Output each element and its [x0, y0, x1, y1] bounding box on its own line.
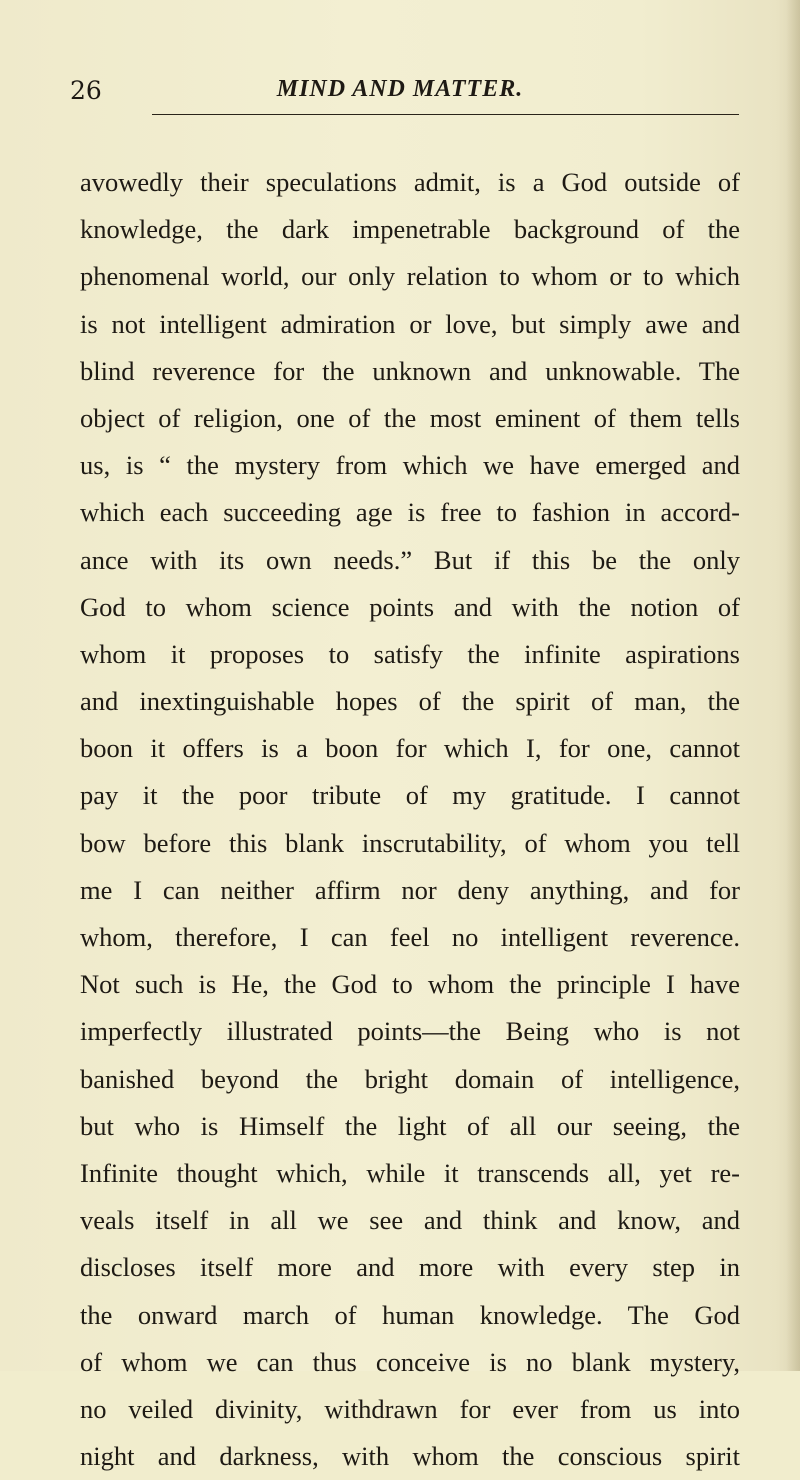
text-line: which each succeeding age is free to fashion in accord- — [80, 497, 740, 528]
text-line: imperfectly illustrated points—the Being who is not — [80, 1016, 740, 1047]
running-title: MIND AND MATTER. — [276, 76, 524, 102]
text-line: us, is “ the mystery from which we have emerged and — [80, 450, 740, 481]
text-line: God to whom science points and with the notion of — [80, 591, 740, 622]
text-line: ance with its own needs.” But if this be the only — [80, 544, 740, 575]
text-line: the onward march of human knowledge. The God — [80, 1299, 740, 1330]
header-rule — [152, 114, 739, 115]
text-line: bow before this blank inscrutability, of whom you tell — [80, 827, 740, 858]
page-number: 26 — [70, 76, 102, 105]
text-line: object of religion, one of the most eminent of them tells — [80, 402, 740, 433]
text-line: Not such is He, the God to whom the principle I have — [80, 969, 740, 1000]
text-line: blind reverence for the unknown and unknowable. The — [80, 355, 740, 386]
text-line: knowledge, the dark impenetrable background of the — [80, 214, 740, 245]
page-header — [70, 76, 730, 116]
text-line: whom, therefore, I can feel no intelligent reverence. — [80, 922, 740, 952]
text-line: Infinite thought which, while it transcends all, yet re- — [80, 1157, 740, 1188]
text-line: is not intelligent admiration or love, but simply awe and — [80, 308, 740, 339]
text-line: of whom we can thus conceive is no blank mystery, — [80, 1346, 740, 1377]
text-line: and inextinguishable hopes of the spirit of man, the — [80, 686, 740, 717]
text-line: no veiled divinity, withdrawn for ever from us into — [80, 1393, 740, 1424]
text-line: night and darkness, with whom the conscious spirit — [80, 1441, 740, 1472]
text-line: pay it the poor tribute of my gratitude. I cannot — [80, 780, 740, 811]
text-line: veals itself in all we see and think and know, and — [80, 1205, 740, 1236]
text-line: avowedly their speculations admit, is a God outside of — [80, 167, 740, 197]
text-line: whom it proposes to satisfy the infinite aspirations — [80, 638, 740, 669]
text-line: banished beyond the bright domain of intelligence, — [80, 1063, 740, 1094]
text-line: phenomenal world, our only relation to whom or to which — [80, 261, 740, 292]
text-line: me I can neither affirm nor deny anything, and for — [80, 874, 740, 905]
text-line: boon it offers is a boon for which I, for one, cannot — [80, 733, 740, 764]
text-line: discloses itself more and more with every step in — [80, 1252, 740, 1283]
page-edge-shadow — [786, 0, 800, 1371]
text-line: but who is Himself the light of all our seeing, the — [80, 1110, 740, 1141]
body-text — [80, 159, 740, 1480]
